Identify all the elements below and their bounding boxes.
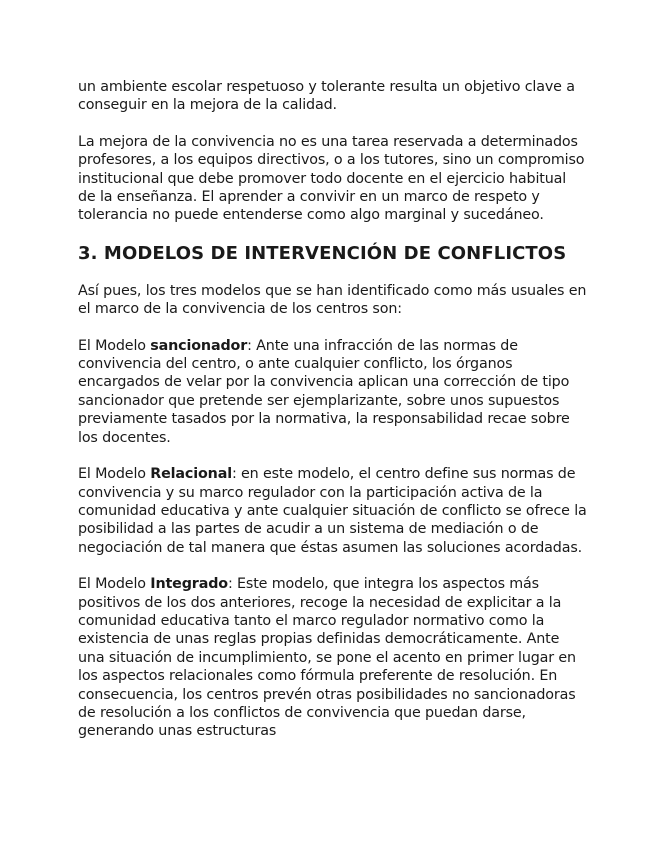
model-description: : Ante una infracción de las normas de convivencia del centro, o ante cualquier conflicto, los órganos encargados de velar por la convivencia aplican una corrección de tipo sancionador que pretende ser ejemplarizante, sobre unos supuestos previamente tasados por la normativa, la responsabilidad recae sobre los docentes. — [78, 337, 570, 446]
model-prefix: El Modelo — [78, 337, 151, 354]
model-name-integrado: Integrado — [150, 576, 228, 593]
model-name-sancionador: sancionador — [150, 337, 248, 354]
paragraph-model-relacional — [78, 465, 588, 557]
model-description: : Este modelo, que integra los aspectos más positivos de los dos anteriores, recoge la necesidad de explicitar a la comunidad educativa tanto el marco regulador normativo como la existencia de unas reglas propias definidas democráticamente. Ante una situación de incumplimiento, se pone el acento en primer lugar en los aspectos relacionales como fórmula preferente de resolución. En consecuencia, los centros prevén otras posibilidades no sancionadoras de resolución a los conflictos de convivencia que puedan darse, generando unas estructuras — [78, 576, 576, 740]
paragraph-model-sancionador — [78, 337, 588, 447]
paragraph-models-intro: Así pues, los tres modelos que se han identificado como más usuales en el marco de la convivencia de los centros son: — [78, 282, 587, 318]
model-name-relacional: Relacional — [150, 466, 232, 483]
model-description: : en este modelo, el centro define sus normas de convivencia y su marco regulador con la participación activa de la comunidad educativa y ante cualquier situación de conflicto se ofrece la posibilidad a las partes de acudir a un sistema de mediación o de negociación de tal manera que éstas asumen las soluciones acordadas. — [78, 466, 587, 556]
paragraph-intro-continuation: un ambiente escolar respetuoso y tolerante resulta un objetivo clave a conseguir en la mejora de la calidad. — [78, 79, 575, 114]
paragraph-model-integrado — [78, 575, 588, 741]
section-heading: 3. MODELOS DE INTERVENCIÓN DE CONFLICTOS — [78, 242, 567, 264]
paragraph-convivencia: La mejora de la convivencia no es una tarea reservada a determinados profesores, a los equipos directivos, o a los tutores, sino un compromiso institucional que debe promover todo docente en el ejercicio habitual de la enseñanza. El aprender a convivir en un marco de respeto y tolerancia no puede entenderse como algo marginal y sucedáneo. — [78, 133, 585, 224]
model-prefix: El Modelo — [78, 576, 151, 593]
model-prefix: El Modelo — [78, 466, 151, 483]
document-page — [78, 78, 588, 759]
